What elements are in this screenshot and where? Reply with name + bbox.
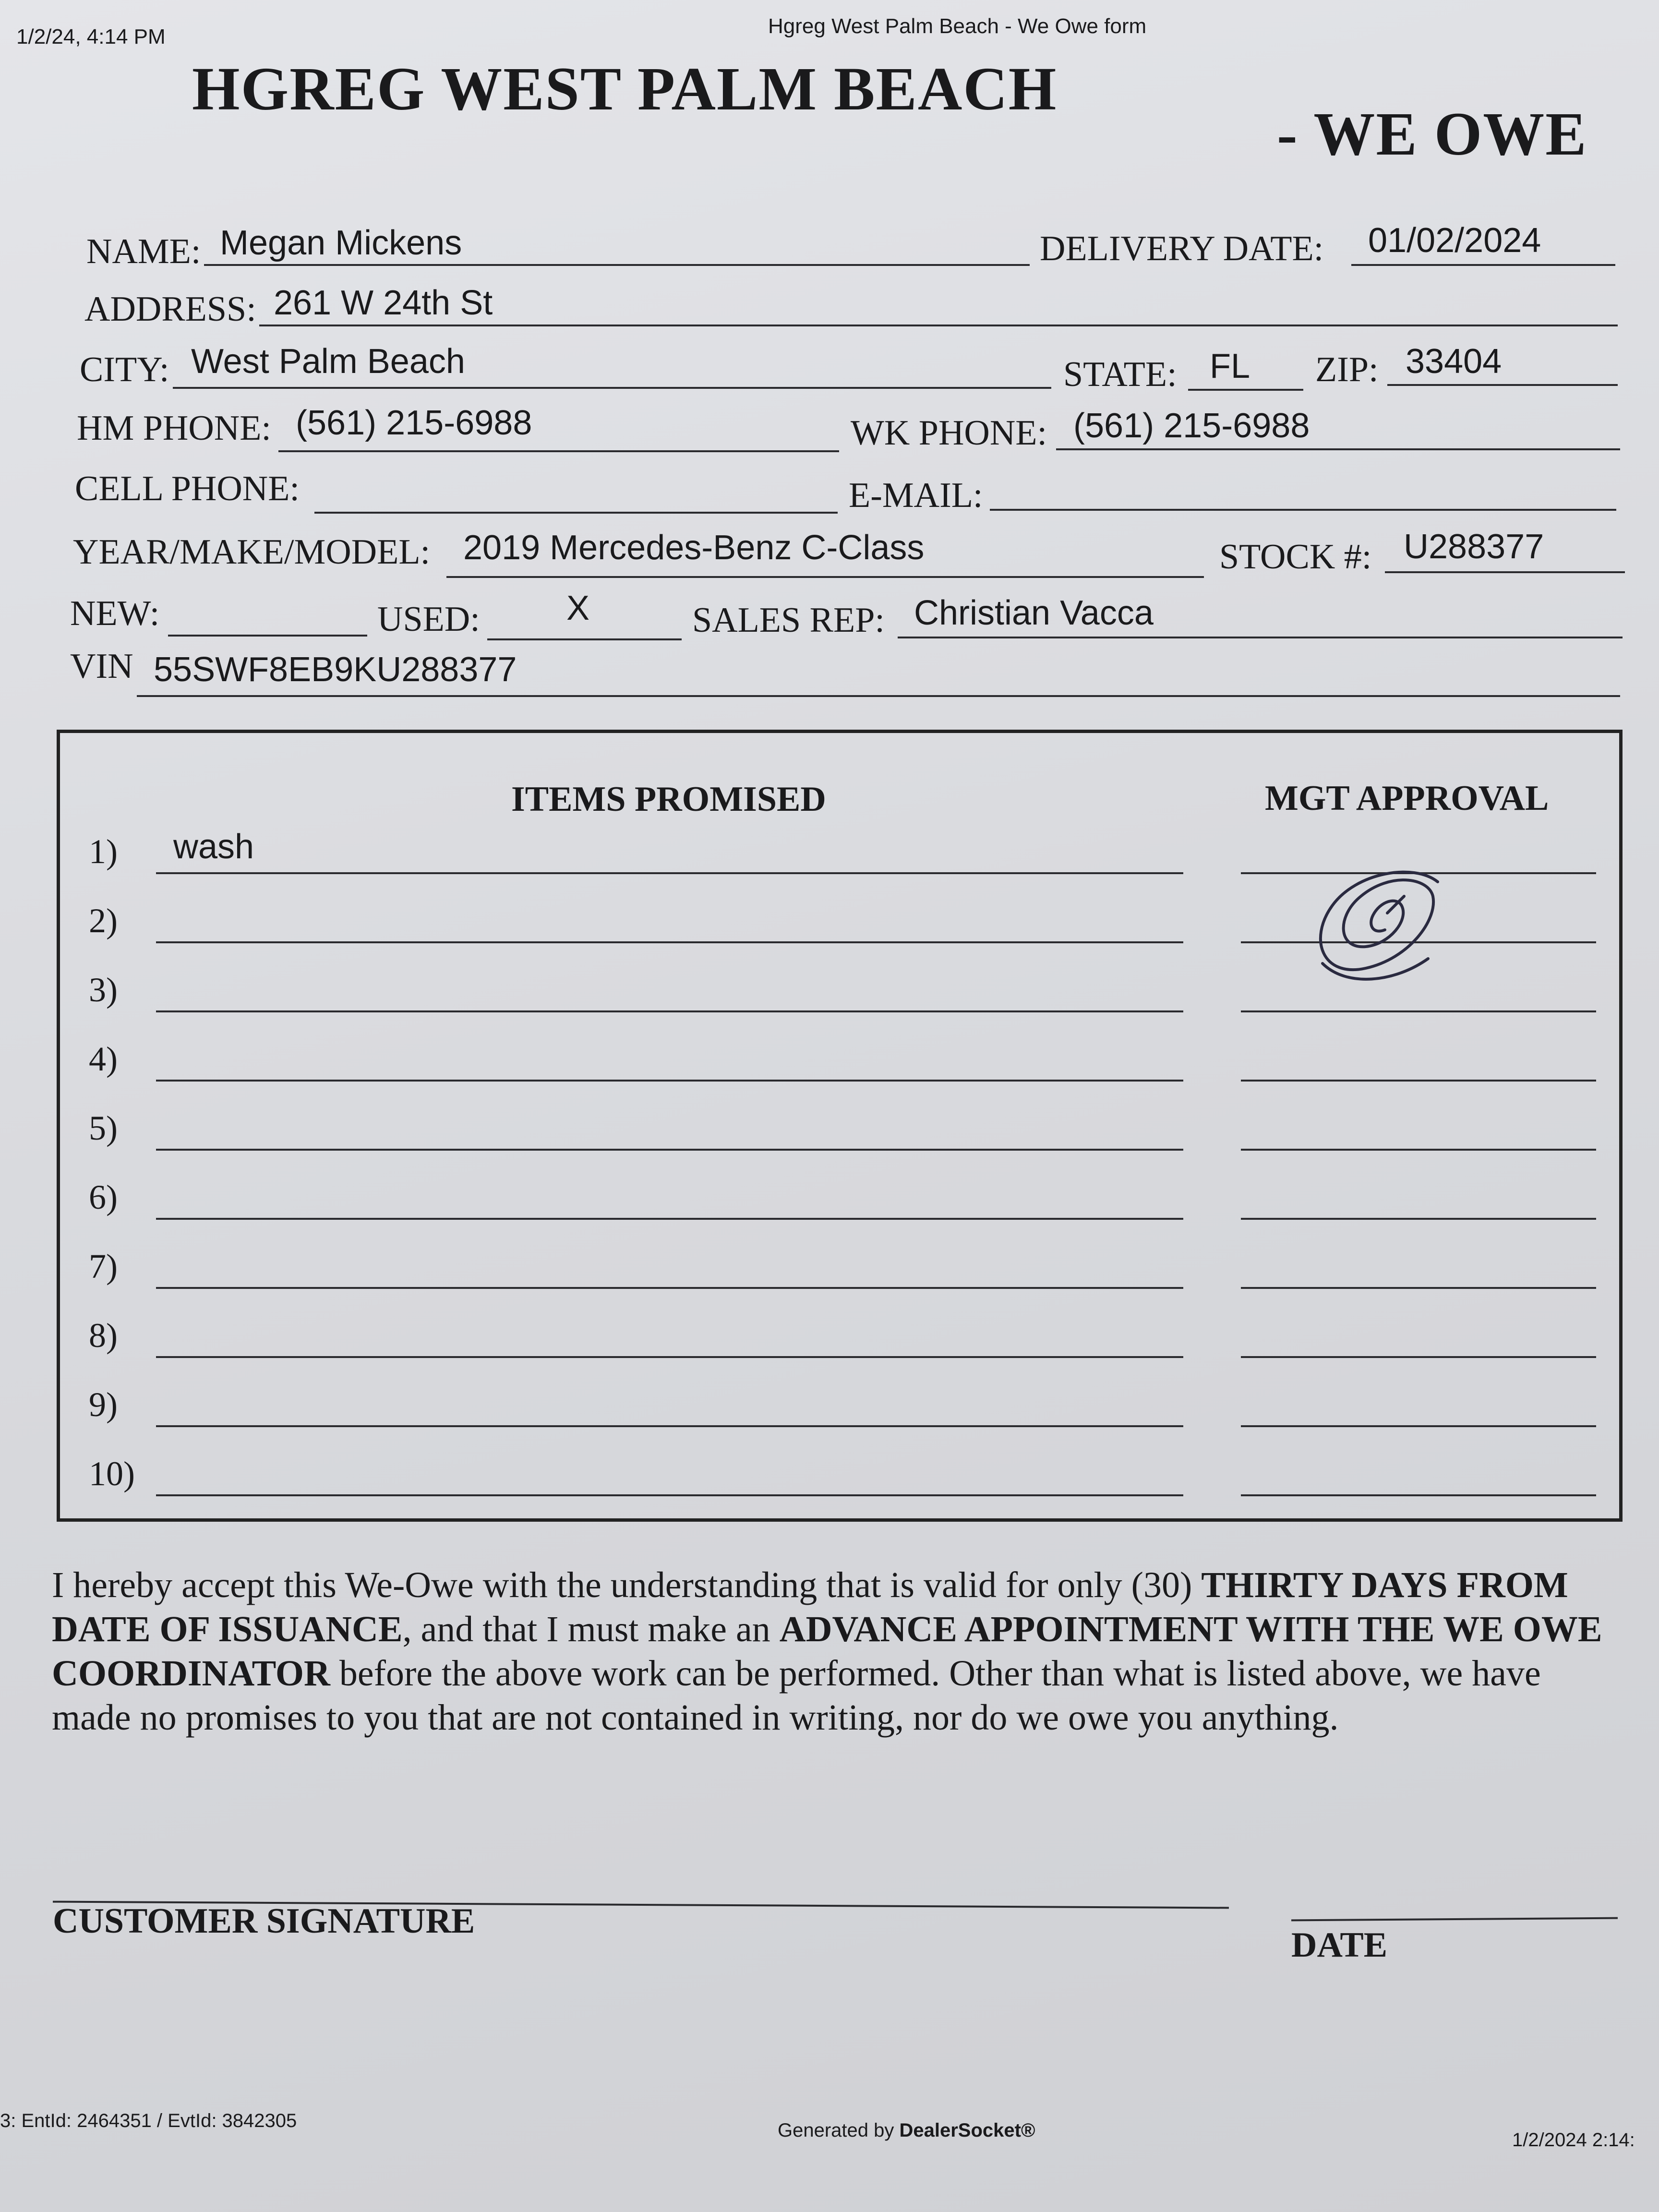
wk-phone-label: WK PHONE: bbox=[851, 413, 1047, 453]
vin-value: 55SWF8EB9KU288377 bbox=[154, 650, 517, 689]
city-value: West Palm Beach bbox=[191, 342, 465, 381]
stock-label: STOCK #: bbox=[1219, 537, 1372, 577]
city-label: CITY: bbox=[80, 350, 169, 389]
generated-prefix: Generated by bbox=[778, 2120, 900, 2141]
item-number: 9) bbox=[89, 1385, 118, 1424]
zip-line bbox=[1387, 384, 1618, 386]
item-line bbox=[156, 941, 1183, 943]
approval-line bbox=[1241, 1425, 1596, 1427]
zip-value: 33404 bbox=[1406, 342, 1502, 381]
disclaimer-paragraph bbox=[52, 1563, 1617, 1740]
customer-signature-label: CUSTOMER SIGNATURE bbox=[53, 1901, 475, 1941]
item-number: 3) bbox=[89, 971, 118, 1009]
disclaimer-bold-1: THIRTY DAYS FROM DATE OF ISSUANCE bbox=[52, 1565, 1568, 1649]
state-line bbox=[1188, 389, 1303, 391]
item-number: 4) bbox=[89, 1040, 118, 1078]
disclaimer-bold-2: ADVANCE APPOINTMENT WITH THE WE OWE COORDINATOR bbox=[52, 1609, 1602, 1694]
items-promised-header: ITEMS PROMISED bbox=[511, 780, 826, 819]
item-number: 1) bbox=[89, 832, 118, 871]
used-value: X bbox=[566, 589, 590, 627]
vin-line bbox=[137, 695, 1620, 697]
name-label: NAME: bbox=[86, 232, 201, 271]
item-text: wash bbox=[173, 828, 254, 866]
ymm-line bbox=[446, 576, 1204, 578]
wk-phone-value: (561) 215-6988 bbox=[1073, 407, 1310, 445]
footer-generated bbox=[778, 2120, 1035, 2141]
delivery-date-line bbox=[1351, 264, 1615, 266]
new-label: NEW: bbox=[70, 594, 160, 633]
item-number: 2) bbox=[89, 902, 118, 940]
form-subtitle: - WE OWE bbox=[1277, 100, 1587, 168]
cell-phone-label: CELL PHONE: bbox=[75, 469, 300, 508]
disclaimer-text-1: I hereby accept this We-Owe with the understanding that is valid for only (30) bbox=[52, 1565, 1202, 1605]
item-number: 8) bbox=[89, 1316, 118, 1355]
item-number: 10) bbox=[89, 1455, 135, 1493]
sales-rep-value: Christian Vacca bbox=[914, 594, 1154, 632]
approval-line bbox=[1241, 1010, 1596, 1012]
print-doc-title: Hgreg West Palm Beach - We Owe form bbox=[768, 14, 1147, 38]
mgt-approval-initials bbox=[1294, 863, 1457, 987]
items-box bbox=[57, 730, 1623, 1522]
item-line bbox=[156, 1149, 1183, 1151]
item-line bbox=[156, 1425, 1183, 1427]
ymm-label: YEAR/MAKE/MODEL: bbox=[73, 532, 431, 572]
new-line bbox=[168, 635, 367, 637]
form-title: HGREG WEST PALM BEACH bbox=[192, 55, 1058, 123]
state-value: FL bbox=[1210, 347, 1250, 385]
item-line bbox=[156, 1356, 1183, 1358]
mgt-approval-header: MGT APPROVAL bbox=[1265, 779, 1549, 818]
item-line bbox=[156, 1010, 1183, 1012]
zip-label: ZIP: bbox=[1315, 350, 1379, 389]
email-label: E-MAIL: bbox=[849, 476, 983, 515]
vin-label: VIN bbox=[70, 647, 133, 686]
wk-phone-line bbox=[1056, 448, 1620, 450]
item-number: 5) bbox=[89, 1109, 118, 1147]
address-line bbox=[259, 325, 1618, 326]
state-label: STATE: bbox=[1063, 355, 1177, 394]
footer-timestamp: 1/2/2024 2:14: bbox=[1512, 2129, 1635, 2151]
item-number: 6) bbox=[89, 1178, 118, 1216]
stock-value: U288377 bbox=[1404, 528, 1544, 566]
used-label: USED: bbox=[377, 600, 480, 639]
approval-line bbox=[1241, 1149, 1596, 1151]
cell-phone-line bbox=[314, 512, 838, 514]
disclaimer-text-3: before the above work can be performed. Other than what is listed above, we have made no promises to you that are not contained in writing, nor do we owe you anything. bbox=[52, 1653, 1541, 1738]
delivery-date-value: 01/02/2024 bbox=[1368, 221, 1541, 260]
name-value: Megan Mickens bbox=[220, 224, 462, 262]
disclaimer-text-2: , and that I must make an bbox=[402, 1609, 780, 1649]
address-value: 261 W 24th St bbox=[274, 284, 493, 322]
footer-ids: 3: EntId: 2464351 / EvtId: 3842305 bbox=[0, 2110, 297, 2131]
city-line bbox=[173, 387, 1051, 389]
hm-phone-label: HM PHONE: bbox=[77, 409, 271, 448]
sales-rep-label: SALES REP: bbox=[692, 601, 885, 640]
delivery-date-label: DELIVERY DATE: bbox=[1040, 229, 1324, 268]
approval-line bbox=[1241, 1287, 1596, 1289]
used-line bbox=[487, 638, 682, 640]
approval-line bbox=[1241, 1356, 1596, 1358]
date-signature-line bbox=[1291, 1917, 1618, 1922]
item-line bbox=[156, 1218, 1183, 1220]
sales-rep-line bbox=[898, 637, 1623, 638]
item-line bbox=[156, 872, 1183, 874]
approval-line bbox=[1241, 1494, 1596, 1496]
address-label: ADDRESS: bbox=[84, 289, 256, 329]
item-line bbox=[156, 1287, 1183, 1289]
ymm-value: 2019 Mercedes-Benz C-Class bbox=[463, 529, 925, 567]
item-line bbox=[156, 1494, 1183, 1496]
approval-line bbox=[1241, 1080, 1596, 1082]
item-line bbox=[156, 1080, 1183, 1082]
hm-phone-line bbox=[278, 450, 839, 452]
print-timestamp: 1/2/24, 4:14 PM bbox=[16, 25, 166, 48]
signature-date-label: DATE bbox=[1291, 1925, 1388, 1965]
email-line bbox=[990, 509, 1616, 511]
item-number: 7) bbox=[89, 1247, 118, 1286]
stock-line bbox=[1385, 571, 1625, 573]
approval-line bbox=[1241, 1218, 1596, 1220]
name-line bbox=[204, 264, 1030, 266]
hm-phone-value: (561) 215-6988 bbox=[296, 404, 532, 442]
generated-brand: DealerSocket® bbox=[899, 2120, 1035, 2141]
